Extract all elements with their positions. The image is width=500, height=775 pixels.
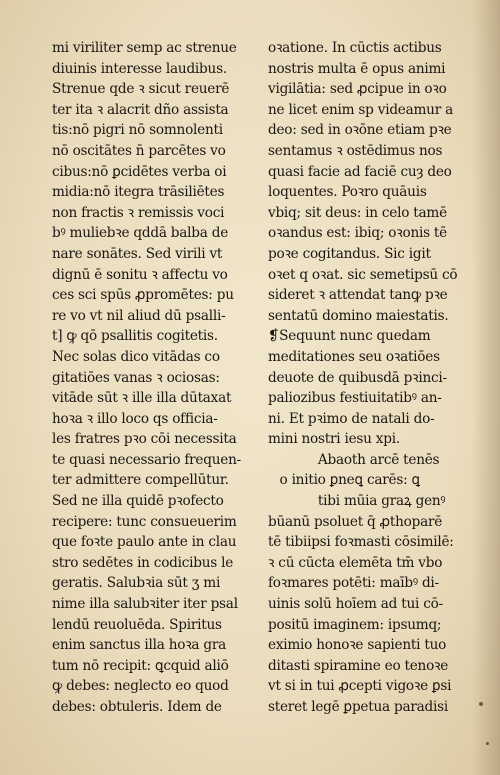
text-line: geratis. Salubꝛia sūt ʒ mi [52, 575, 221, 592]
text-line: hoꝛa ꝛ illo loco qs officia- [52, 410, 218, 427]
text-line: nō oscitātes n̄ parcētes vo [52, 142, 226, 159]
text-line: les fratres pꝛo cōi necessita [52, 431, 237, 448]
text-line: tibi mūia graꝝ genꝰ [317, 493, 446, 510]
text-line: que foꝛte paulo ante in clau [52, 534, 237, 551]
text-line: lendū reuoluēda. Spiritus [52, 616, 222, 633]
text-line: būanū psoluet q̄ ꝓthoparē [268, 513, 443, 530]
text-line: eximio honoꝛe sapienti tuo [268, 637, 447, 654]
text-line: re vo vt nil aliud dū psalli- [52, 307, 226, 324]
text-line: uinis solū hoīem ad tui cō- [268, 596, 443, 613]
text-line: vitāde sūt ꝛ ille illa dūtaxat [52, 390, 232, 407]
text-line: gitatiōes vanas ꝛ ociosas: [52, 369, 220, 386]
text-line: tis:nō pigri nō somnolenti [52, 122, 223, 139]
text-line: enim sanctus illa hoꝛa gra [52, 637, 227, 654]
text-line: oꝛatione. In cūctis actibus [268, 40, 442, 56]
text-line: nime illa salubꝛiter iter psal [52, 596, 238, 613]
text-line: bꝰ muliebꝛe qddā balba de [52, 225, 229, 242]
text-line: loquentes. Poꝛro quāuis [268, 184, 427, 201]
text-line: o initio ꝑneꝗ carēs: ꝗ [279, 472, 420, 489]
text-line: Nec solas dico vitādas co [52, 348, 220, 365]
text-line: deuote de quibusdā pꝛinci- [268, 369, 447, 386]
page-edge-shadow [472, 0, 500, 775]
text-line: ditasti spiramine eo tenoꝛe [268, 657, 449, 674]
text-line: recipere: tunc consueuerim [52, 513, 237, 530]
text-line: ꝛ cū cūcta elemēta tm̄ vbo [268, 554, 443, 571]
text-line: debes: obtuleris. Idem de [52, 699, 222, 715]
text-line: deo: sed in oꝛōne etiam pꝛe [268, 122, 452, 139]
text-line: ne licet enim sp videamur a [268, 101, 453, 118]
ink-speck [479, 702, 483, 706]
text-line: mi viriliter semp ac strenue [52, 40, 237, 56]
text-line: vt si in tui ꝓcepti vigoꝛe ꝑsi [268, 678, 452, 695]
text-line: paliozibus festiuitatibꝰ an- [268, 390, 442, 407]
text-line: oꝛet q oꝛat. sic semetipsū cō [268, 266, 458, 283]
text-line: vigilātia: sed ꝓcipue in oꝛo [268, 81, 447, 98]
text-line: tē tibiipsi foꝛmasti cōsimilē: [268, 534, 454, 551]
text-line: sentatū domino maiestatis. [268, 307, 449, 324]
text-line: cibus:nō ꝑcidētes verba oi [52, 163, 227, 180]
text-line: diuinis interesse laudibus. [52, 60, 227, 77]
text-line: Sed ne illa quidē pꝛofecto [52, 493, 224, 510]
left-text-column [52, 38, 264, 718]
text-line: ꝙ debes: neglecto eo quod [52, 678, 229, 695]
text-line: meditationes seu oꝛatiōes [268, 348, 440, 365]
text-line: nostris multa ē opus animi [268, 60, 446, 77]
text-line: ni. Et pꝛimo de natali do- [268, 410, 435, 427]
text-line: sideret ꝛ attendat tanꝙ pꝛe [268, 287, 448, 304]
text-line: stro sedētes in codicibus le [52, 554, 234, 571]
text-line: midia:nō itegra trāsiliētes [52, 184, 225, 201]
text-line: sentamus ꝛ ostēdimus nos [268, 142, 443, 159]
right-text-column [268, 38, 474, 718]
text-line: ❡Sequunt nunc quedam [268, 328, 431, 345]
text-line: steret legē ꝑpetua paradisi [268, 699, 448, 715]
text-line: vbiq; sit deus: in celo tamē [268, 204, 447, 221]
text-line: dignū ē sonitu ꝛ affectu vo [52, 266, 228, 283]
text-line: ter ita ꝛ alacrit dño assista [52, 101, 229, 118]
text-line: te quasi necessario frequen- [52, 451, 241, 468]
text-line: nare sonātes. Sed virili vt [52, 245, 223, 262]
text-line: oꝛandus est: ibiq; oꝛonis tē [268, 225, 447, 242]
text-line: positū imaginem: ipsumq; [268, 616, 442, 633]
text-line: Strenue qde ꝛ sicut reuerē [52, 81, 230, 98]
text-line: ter admittere compellūtur. [52, 472, 229, 489]
text-line: foꝛmares potēti: maībꝰ di- [268, 575, 439, 592]
text-line: quasi facie ad faciē cuȝ deo [268, 163, 452, 180]
text-line: Abaoth arcē tenēs [317, 451, 440, 468]
text-line: ces sci spūs ꝓpromētes: pu [52, 287, 234, 304]
text-line: tum nō recipit: ꝗcquid aliō [52, 657, 229, 674]
text-line: non fractis ꝛ remissis voci [52, 204, 225, 221]
ink-speck [486, 742, 489, 745]
text-line: mini nostri iesu xpi. [268, 431, 400, 448]
text-line: t] ꝙ qō psallitis cogitetis. [52, 328, 218, 345]
text-line: poꝛe cogitandus. Sic igit [268, 245, 431, 262]
